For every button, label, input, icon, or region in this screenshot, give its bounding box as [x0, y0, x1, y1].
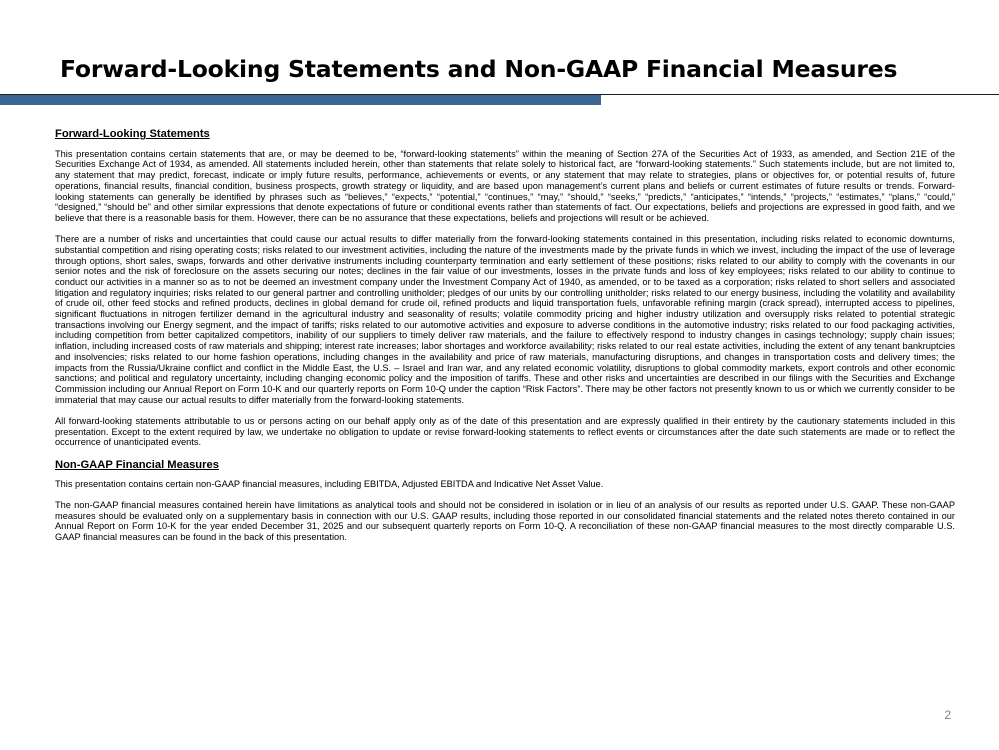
forward-looking-heading: Forward-Looking Statements — [55, 128, 210, 140]
non-gaap-heading: Non-GAAP Financial Measures — [55, 458, 219, 471]
page-title: Forward-Looking Statements and Non-GAAP Financial Measures — [60, 55, 898, 83]
forward-looking-paragraph-2: There are a number of risks and uncertainties that could cause our actual results to differ materially from the forward-looking statements contained in this presentation, including risks related to economic downturns, substantial competition and rising operating costs; risks related to our investment activities, including the nature of the investments made by the private funds in which we invest, including the impact of the use of leverage through options, short sales, swaps, forwards and other derivative instruments including counterparty termination and early settlement of these positions; risks related to our ability to comply with the covenants in our senior notes and the risk of foreclosure on the assets securing our notes; declines in the fair value of our investments, losses in the private funds and loss of key employees; risks related to our ability to continue to conduct our activities in a manner so as to not be deemed an investment company under the Investment Company Act of 1940, as amended, or to be taxed as a corporation; risks related to short sellers and associated litigation and regulatory inquiries; risks related to our general partner and controlling unitholder; pledges of our units by our controlling unitholder; risks related to our energy business, including the volatility and availability of crude oil, other feed stocks and refined products, declines in global demand for crude oil, refined products and liquid transportation fuels, unfavorable refining margin (crack spread), interrupted access to pipelines, significant fluctuations in nitrogen fertilizer demand in the agricultural industry and seasonality of results; volatile commodity pricing and higher industry utilization and oversupply risks related to potential strategic transactions involving our Energy segment, and the impact of tariffs; risks related to our automotive activities and exposure to adverse conditions in the automotive industry; risks related to our food packaging activities, including competition from better capitalized competitors, inability of our suppliers to timely deliver raw materials, and the failure to effectively respond to industry changes in casings technology; supply chain issues; inflation, including increased costs of raw materials and shipping; interest rate increases; labor shortages and workforce availability; risks related to our real estate activities, including the extent of any tenant bankruptcies and insolvencies; risks related to our home fashion operations, including changes in the availability and price of raw materials, manufacturing disruptions, and changes in transportation costs and delivery times; the impacts from the Russia/Ukraine conflict and conflict in the Middle East, the U.S. – Israel and Iran war, and any related economic volatility, disruptions to global commodity markets, export controls and other economic sanctions; and political and regulatory uncertainty, including changing economic policy and the imposition of tariffs. These and other risks and uncertainties are described in our filings with the Securities and Exchange Commission including our Annual Report on Form 10-K and our quarterly reports on Form 10-Q under the caption “Risk Factors”. There may be other factors not presently known to us or which we currently consider to be immaterial that may cause our actual results to differ materially from the forward-looking statements. — [55, 234, 955, 405]
non-gaap-paragraph-1: This presentation contains certain non-GAAP financial measures, including EBITDA, Adjusted EBITDA and Indicative Net Asset Value. — [55, 478, 604, 489]
title-accent-bar — [0, 95, 601, 105]
forward-looking-paragraph-1: This presentation contains certain statements that are, or may be deemed to be, “forward-looking statements” within the meaning of Section 27A of the Securities Act of 1933, as amended, and Section 21E of the Securities Exchange Act of 1934, as amended. All statements included herein, other than statements that relate solely to historical fact, are “forward-looking statements.” Such statements include, but are not limited to, any statement that may predict, forecast, indicate or imply future results, performance, achievements or events, or any statement that may relate to strategies, plans or objectives for, or potential results of, future operations, financial results, financial condition, business prospects, growth strategy or liquidity, and are based upon management’s current plans and beliefs or current estimates of future results or trends. Forward-looking statements can generally be identified by phrases such as “believes,” “expects,” “potential,” “continues,” “may,” “should,” “seeks,” “predicts,” “anticipates,” “intends,” “projects,” “estimates,” “plans,” “could,” “designed,” “should be” and other similar expressions that denote expectations of future or conditional events rather than statements of fact. Our expectations, beliefs and projections are expressed in good faith, and we believe that there is a reasonable basis for them. However, there can be no assurance that these expectations, beliefs and projections will result or be achieved. — [55, 148, 955, 223]
non-gaap-paragraph-2: The non-GAAP financial measures contained herein have limitations as analytical tools and should not be considered in isolation or in lieu of an analysis of our results as reported under U.S. GAAP. These non-GAAP measures should be evaluated only on a supplementary basis in connection with our U.S. GAAP results, including those reported in our consolidated financial statements and the related notes thereto contained in our Annual Report on Form 10-K for the year ended December 31, 2025 and our subsequent quarterly reports on Form 10-Q. A reconciliation of these non-GAAP financial measures to the most directly comparable U.S. GAAP financial measures can be found in the back of this presentation. — [55, 499, 955, 542]
page-number: 2 — [944, 708, 951, 722]
forward-looking-paragraph-3: All forward-looking statements attributable to us or persons acting on our behalf apply only as of the date of this presentation and are expressly qualified in their entirety by the cautionary statements included in this presentation. Except to the extent required by law, we undertake no obligation to update or revise forward-looking statements to reflect events or circumstances after the date such statements are made or to reflect the occurrence of unanticipated events. — [55, 415, 955, 448]
disclaimer-content — [55, 129, 955, 553]
